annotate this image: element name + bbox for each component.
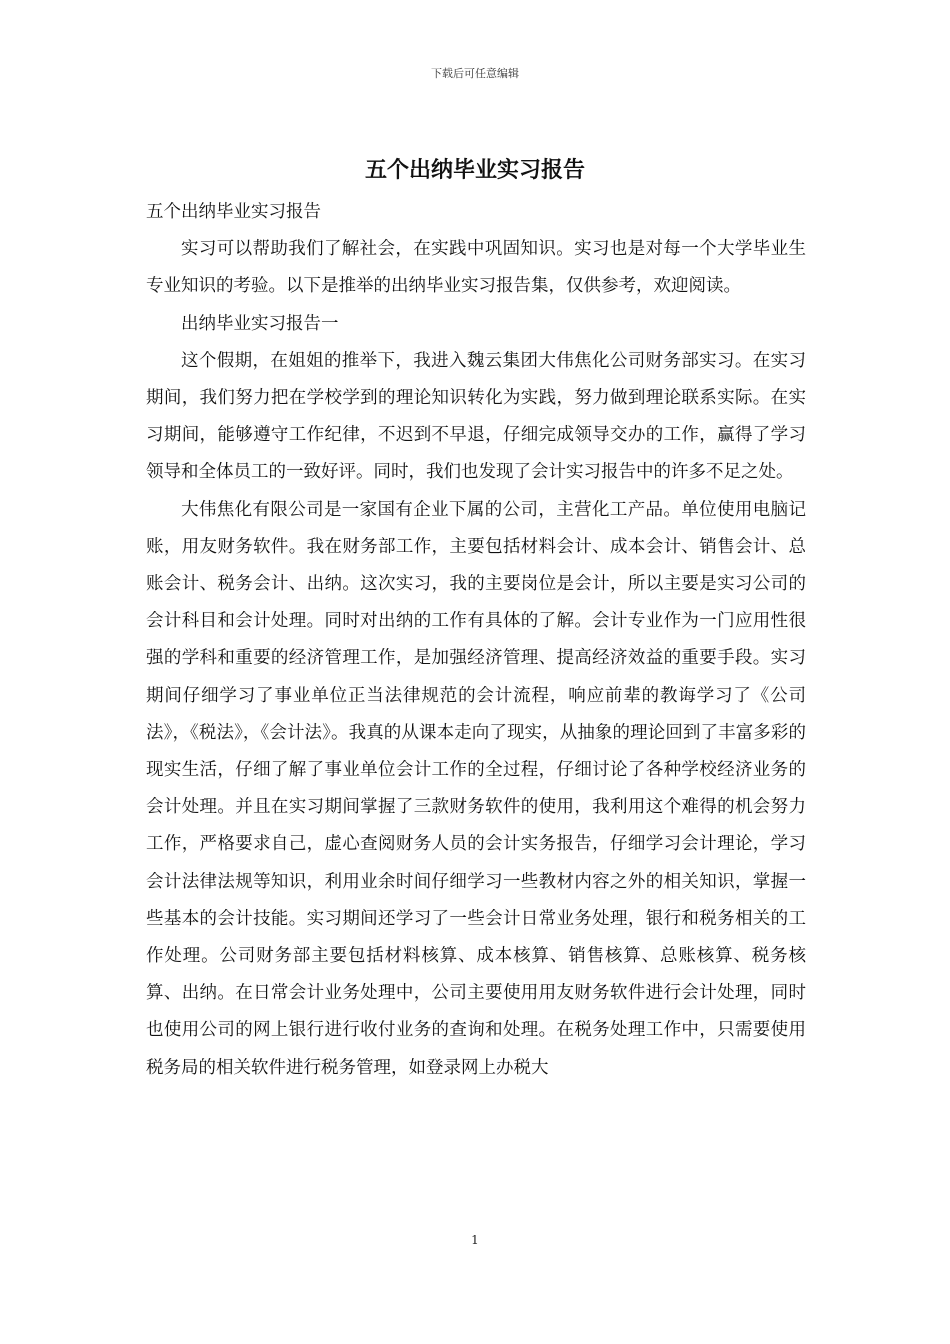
document-subtitle: 五个出纳毕业实习报告 (146, 202, 321, 222)
paragraph-company-work: 大伟焦化有限公司是一家国有企业下属的公司，主营化工产品。单位使用电脑记账，用友财务软件。我在财务部工作，主要包括材料会计、成本会计、销售会计、总账会计、税务会计、出纳。这次实习，我的主要岗位是会计，所以主要是实习公司的会计科目和会计处理。同时对出纳的工作有具体的了解。会计专业作为一门应用性很强的学科和重要的经济管理工作，是加强经济管理、提高经济效益的重要手段。实习期间仔细学习了事业单位正当法律规范的会计流程，响应前辈的教诲学习了《公司法》，《税法》，《会计法》。我真的从课本走向了现实，从抽象的理论回到了丰富多彩的现实生活，仔细了解了事业单位会计工作的全过程，仔细讨论了各种学校经济业务的会计处理。并且在实习期间掌握了三款财务软件的使用，我利用这个难得的机会努力工作，严格要求自己，虚心查阅财务人员的会计实务报告，仔细学习会计理论，学习会计法律法规等知识，利用业余时间仔细学习一些教材内容之外的相关知识，掌握一些基本的会计技能。实习期间还学习了一些会计日常业务处理，银行和税务相关的工作处理。公司财务部主要包括材料核算、成本核算、销售核算、总账核算、税务核算、出纳。在日常会计业务处理中，公司主要使用用友财务软件进行会计处理，同时也使用公司的网上银行进行收付业务的查询和处理。在税务处理工作中，只需要使用税务局的相关软件进行税务管理，如登录网上办税大 (146, 499, 806, 1078)
section-heading-report-one: 出纳毕业实习报告一 (181, 313, 339, 334)
page-number: 1 (471, 1233, 479, 1247)
page-header: 下载后可任意编辑 (431, 67, 519, 80)
paragraph-internship-overview: 这个假期，在姐姐的推举下，我进入魏云集团大伟焦化公司财务部实习。在实习期间，我们努力把在学校学到的理论知识转化为实践，努力做到理论联系实际。在实习期间，能够遵守工作纪律，不迟到不早退，仔细完成领导交办的工作，赢得了学习领导和全体员工的一致好评。同时，我们也发现了会计实习报告中的许多不足之处。 (146, 350, 806, 483)
paragraph-intro: 实习可以帮助我们了解社会，在实践中巩固知识。实习也是对每一个大学毕业生专业知识的考验。以下是推举的出纳毕业实习报告集，仅供参考，欢迎阅读。 (146, 239, 806, 297)
document-body (146, 194, 806, 1087)
document-title: 五个出纳毕业实习报告 (364, 157, 585, 183)
